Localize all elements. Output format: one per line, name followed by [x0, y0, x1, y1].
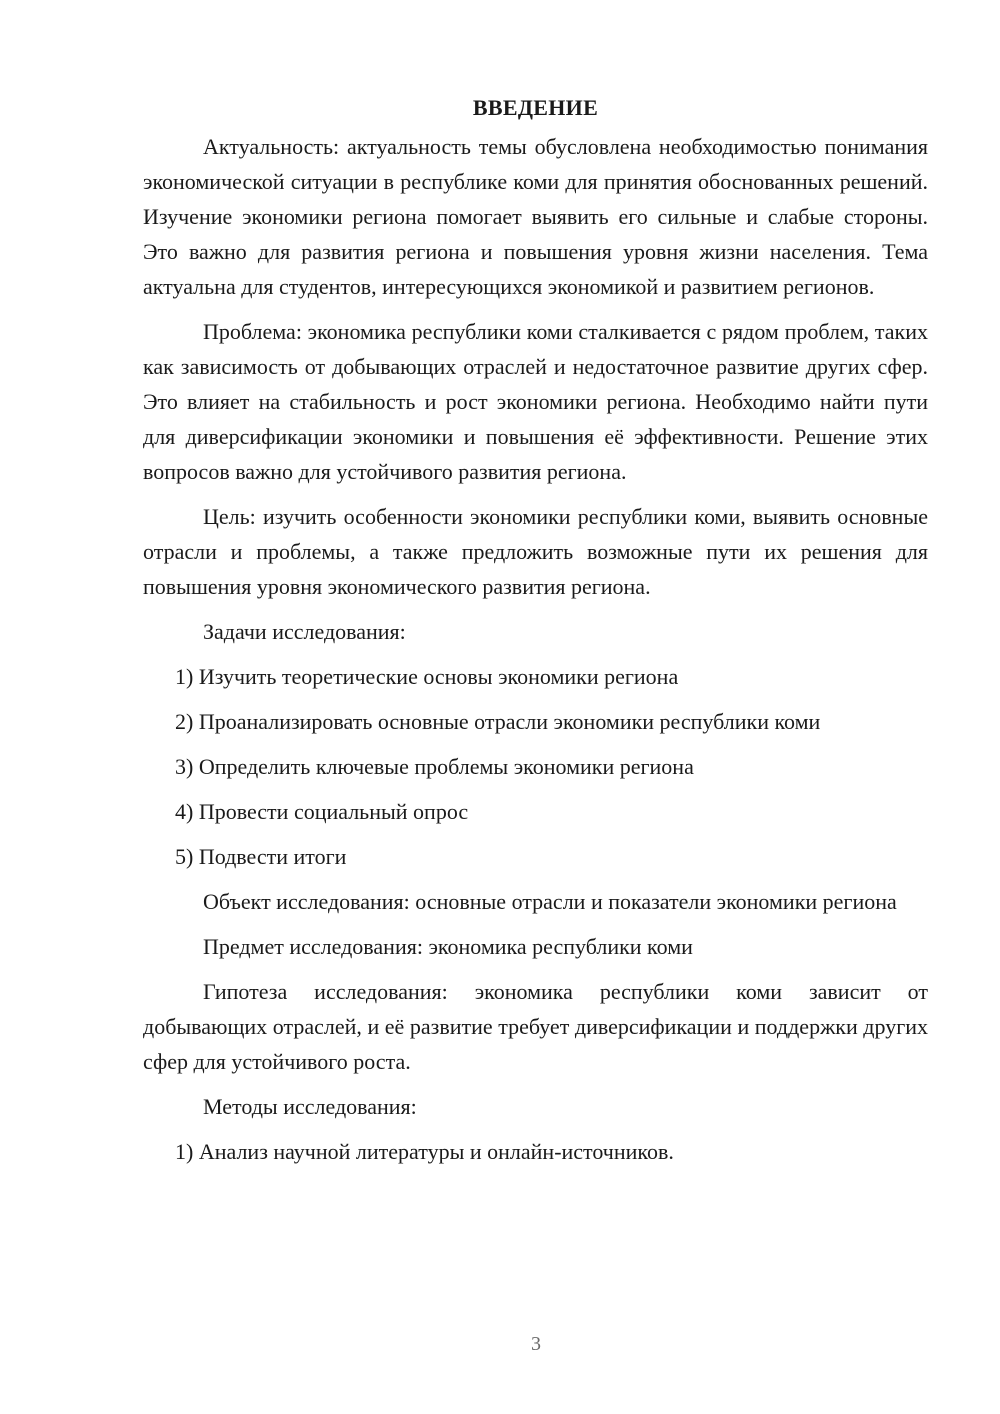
problem-paragraph: Проблема: экономика республики коми сталкивается с рядом проблем, таких как зависимость от добывающих отраслей и недостаточное развитие других сфер. Это влияет на стабильность и рост экономики региона. Необходимо найти пути для диверсификации экономики и повышения её эффективности. Решение этих вопросов важно для устойчивого развития региона. — [143, 319, 928, 484]
goal-paragraph: Цель: изучить особенности экономики республики коми, выявить основные отрасли и проблемы, а также предложить возможные пути их решения для повышения уровня экономического развития региона. — [143, 504, 928, 599]
tasks-heading: Задачи исследования: — [203, 619, 406, 644]
page-content — [143, 90, 928, 1179]
hypothesis-paragraph: Гипотеза исследования: экономика республики коми зависит от добывающих отраслей, и её развитие требует диверсификации и поддержки других сфер для устойчивого роста. — [143, 979, 928, 1074]
list-item: 1) Изучить теоретические основы экономики региона — [175, 664, 679, 689]
list-item: 1) Анализ научной литературы и онлайн-источников. — [175, 1139, 674, 1164]
page-title: ВВЕДЕНИЕ — [472, 95, 599, 120]
methods-heading: Методы исследования: — [203, 1094, 417, 1119]
list-item: 3) Определить ключевые проблемы экономики региона — [175, 754, 694, 779]
list-item: 2) Проанализировать основные отрасли экономики республики коми — [175, 709, 821, 734]
list-item: 4) Провести социальный опрос — [175, 799, 469, 824]
subject-paragraph: Предмет исследования: экономика республики коми — [203, 934, 693, 959]
list-item: 5) Подвести итоги — [175, 844, 347, 869]
relevance-paragraph: Актуальность: актуальность темы обусловлена необходимостью понимания экономической ситуации в республике коми для принятия обоснованных решений. Изучение экономики региона помогает выявить его сильные и слабые стороны. Это важно для развития региона и повышения уровня жизни населения. Тема актуальна для студентов, интересующихся экономикой и развитием регионов. — [143, 134, 928, 299]
tasks-list — [143, 659, 928, 874]
methods-list — [143, 1134, 928, 1169]
page-number: 3 — [531, 1333, 541, 1355]
object-paragraph: Объект исследования: основные отрасли и показатели экономики региона — [203, 889, 897, 914]
